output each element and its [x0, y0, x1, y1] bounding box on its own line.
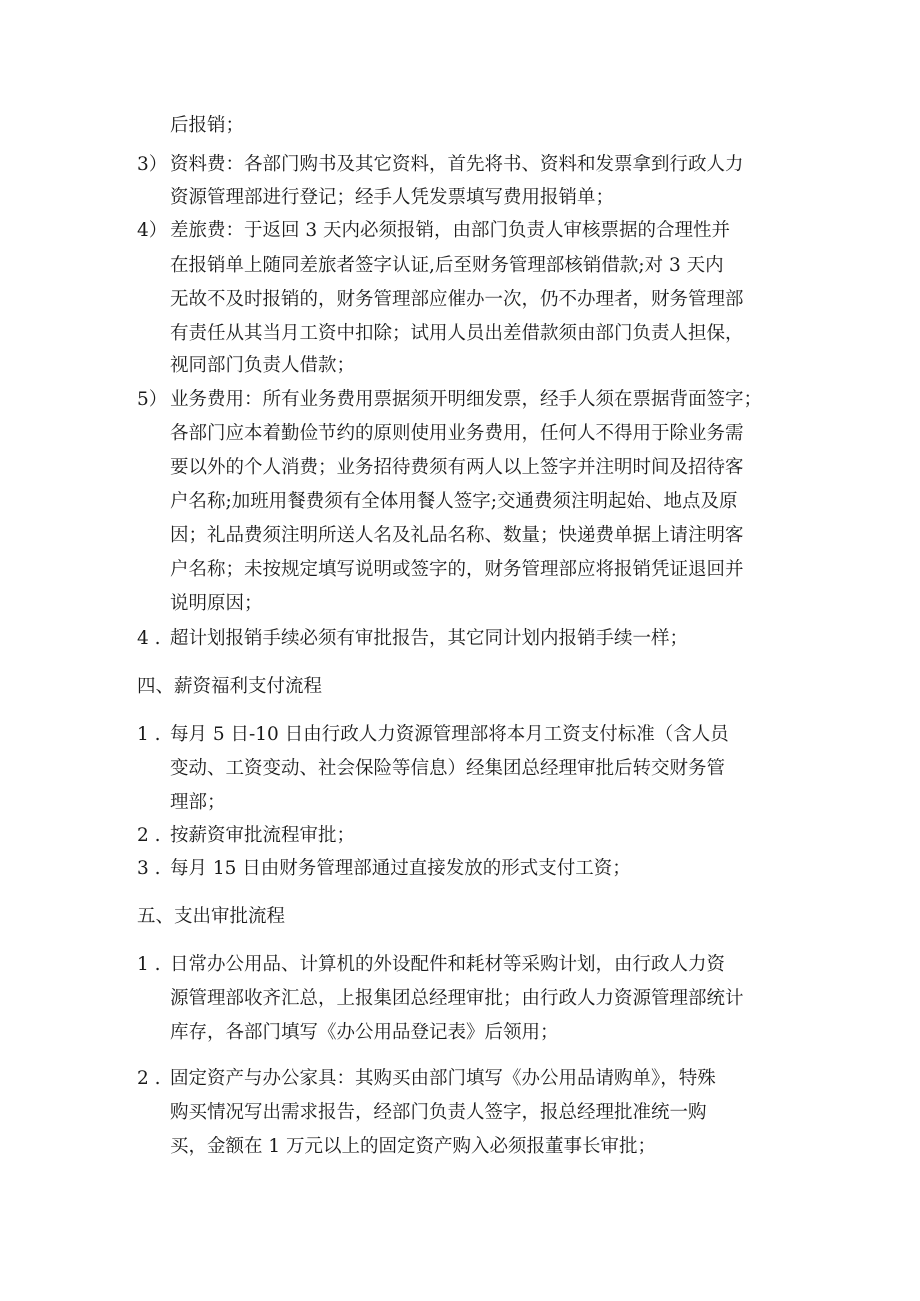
item-number: 2 .: [137, 1068, 161, 1089]
text-line: 买，金额在 1 万元以上的固定资产购入必须报董事长审批；: [170, 1136, 657, 1157]
item-number: 1 .: [137, 954, 161, 975]
item-number: 4）: [137, 220, 168, 241]
text-line: 资料费：各部门购书及其它资料，首先将书、资料和发票拿到行政人力: [170, 154, 744, 175]
text-line: 日常办公用品、计算机的外设配件和耗材等采购计划，由行政人力资: [170, 954, 726, 975]
text-line: 无故不及时报销的，财务管理部应催办一次，仍不办理者，财务管理部: [170, 289, 744, 310]
text-line: 按薪资审批流程审批；: [170, 825, 356, 846]
item-number: 5）: [137, 389, 168, 410]
text-line: 变动、工资变动、社会保险等信息）经集团总经理审批后转交财务管: [170, 758, 726, 779]
text-line: 每月 15 日由财务管理部通过直接发放的形式支付工资；: [170, 858, 631, 879]
text-line: 各部门应本着勤俭节约的原则使用业务费用，任何人不得用于除业务需: [170, 423, 744, 444]
text-line: 因；礼品费须注明所送人名及礼品名称、数量；快递费单据上请注明客: [170, 525, 744, 546]
text-line: 在报销单上随同差旅者签字认证,后至财务管理部核销借款;对 3 天内: [170, 255, 724, 276]
text-line: 超计划报销手续必须有审批报告，其它同计划内报销手续一样；: [170, 628, 689, 649]
text-line: 每月 5 日-10 日由行政人力资源管理部将本月工资支付标准（含人员: [170, 724, 729, 745]
text-line: 有责任从其当月工资中扣除；试用人员出差借款须由部门负责人担保，: [170, 323, 744, 344]
text-line: 源管理部收齐汇总，上报集团总经理审批；由行政人力资源管理部统计: [170, 988, 744, 1009]
text-line: 理部；: [170, 792, 226, 813]
section-heading: 四、薪资福利支付流程: [137, 676, 323, 697]
item-number: 4 .: [137, 628, 161, 649]
text-line: 视同部门负责人借款；: [170, 355, 356, 376]
text-line: 户名称;加班用餐费须有全体用餐人签字;交通费须注明起始、地点及原: [170, 491, 738, 512]
text-line: 户名称；未按规定填写说明或签字的，财务管理部应将报销凭证退回并: [170, 559, 744, 580]
text-line: 库存，各部门填写《办公用品登记表》后领用；: [170, 1022, 559, 1043]
item-number: 2 .: [137, 825, 161, 846]
text-line: 要以外的个人消费；业务招待费须有两人以上签字并注明时间及招待客: [170, 457, 744, 478]
text-line: 购买情况写出需求报告，经部门负责人签字，报总经理批准统一购: [170, 1102, 707, 1123]
text-line: 差旅费：于返回 3 天内必须报销，由部门负责人审核票据的合理性并: [170, 220, 731, 241]
text-line: 资源管理部进行登记；经手人凭发票填写费用报销单；: [170, 187, 615, 208]
section-heading: 五、支出审批流程: [137, 906, 286, 927]
text-line: 后报销；: [170, 115, 245, 136]
text-line: 说明原因；: [170, 593, 263, 614]
text-line: 业务费用：所有业务费用票据须开明细发票，经手人须在票据背面签字；: [170, 389, 763, 410]
item-number: 1 .: [137, 724, 161, 745]
item-number: 3）: [137, 154, 168, 175]
item-number: 3 .: [137, 858, 161, 879]
text-line: 固定资产与办公家具：其购买由部门填写《办公用品请购单》，特殊: [170, 1068, 716, 1089]
